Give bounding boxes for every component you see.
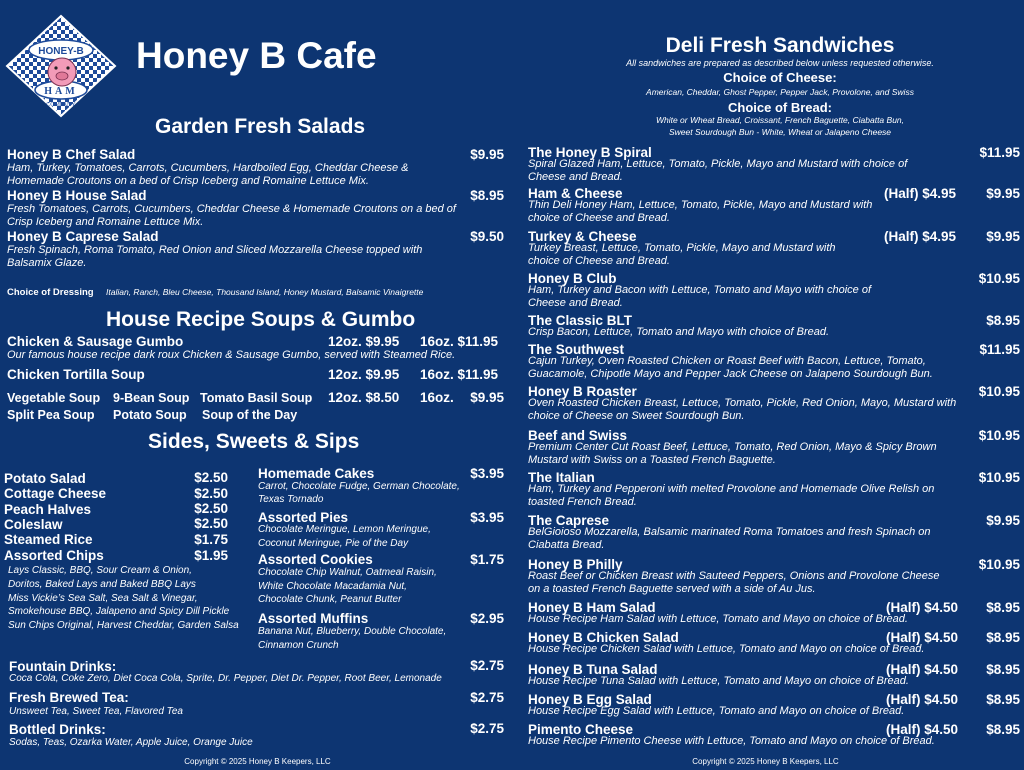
salad-desc: Fresh Tomatoes, Carrots, Cucumbers, Cheddar Cheese & Homemade Croutons on a bed of Crisp Iceberg and Romaine Lettuce Mix. [7,203,456,228]
sandwich-desc: BelGioioso Mozzarella, Balsamic marinated Roma Tomatoes and fresh Spinach on [528,526,931,538]
footer-copyright-left: Copyright © 2025 Honey B Keepers, LLC [184,757,331,766]
sandwich-price: $8.95 [986,600,1020,615]
sandwich-desc: Cajun Turkey, Oven Roasted Chicken or Roast Beef with Bacon, Lettuce, Tomato, [528,355,926,367]
sandwich-name: The Honey B Spiral [528,145,652,160]
sandwich-name: Honey B Philly [528,557,623,572]
sandwich-half-price: (Half) $4.50 [886,630,959,645]
soups-12oz-price: 12oz. $8.50 [328,390,400,405]
side-price: $2.50 [194,516,228,531]
bread-options: Sweet Sourdough Bun - White, Wheat or Jalapeno Cheese [668,127,892,137]
sandwich-desc: Ciabatta Bread. [528,539,605,551]
sweet-desc: Chocolate Chunk, Peanut Butter [258,594,402,605]
sweet-desc: Banana Nut, Blueberry, Double Chocolate, [258,626,447,637]
sweet-price: $3.95 [470,510,504,525]
dressing-label: Choice of Dressing [7,287,94,298]
sandwich-name: Turkey & Cheese [528,229,637,244]
sandwich-desc: House Recipe Chicken Salad with Lettuce, Tomato and Mayo on choice of Bread. [528,643,925,655]
sweet-name: Assorted Cookies [258,552,373,567]
side-price: $2.50 [194,501,228,516]
sandwich-desc: Cheese and Bread. [528,297,623,309]
sandwich-price: $9.95 [986,186,1020,201]
side-price: $1.75 [194,532,228,547]
drink-price: $2.75 [470,721,504,736]
chips-desc: Smokehouse BBQ, Jalapeno and Spicy Dill Pickle [8,606,230,617]
sandwich-price: $10.95 [978,271,1020,286]
tortilla-name: Chicken Tortilla Soup [7,367,145,382]
sandwich-price: $11.95 [979,342,1020,357]
footer-copyright-right: Copyright © 2025 Honey B Keepers, LLC [692,757,839,766]
sandwich-price: $8.95 [986,722,1020,737]
sandwich-name: Pimento Cheese [528,722,634,737]
drink-price: $2.75 [470,690,504,705]
logo-graphic [5,14,117,118]
tortilla-12oz-price: 12oz. $9.95 [328,367,400,382]
sandwich-name: The Southwest [528,342,625,357]
cheese-options: American, Cheddar, Ghost Pepper, Pepper Jack, Provolone, and Swiss [646,87,914,97]
sandwich-desc: House Recipe Ham Salad with Lettuce, Tomato and Mayo on choice of Bread. [528,613,908,625]
sweet-desc: Coconut Meringue, Pie of the Day [258,538,409,549]
sandwich-desc: choice of Cheese and Bread. [528,255,670,267]
side-name: Peach Halves [4,502,92,517]
sweet-desc: Texas Tornado [258,494,324,505]
sweet-name: Assorted Muffins [258,611,369,626]
salads-heading: Garden Fresh Salads [155,115,366,138]
sweet-desc: Chocolate Chip Walnut, Oatmeal Raisin, [258,567,437,578]
sandwich-price: $10.95 [978,428,1020,443]
side-price: $1.95 [194,548,228,563]
logo [5,14,117,118]
gumbo-name: Chicken & Sausage Gumbo [7,334,184,349]
sandwich-desc: Turkey Breast, Lettuce, Tomato, Pickle, Mayo and Mustard with [528,242,836,254]
svg-text:HAM: HAM [44,86,78,97]
sandwich-half-price: (Half) $4.50 [886,600,959,615]
sandwich-price: $10.95 [978,384,1020,399]
soups-16oz-price: $9.95 [470,390,504,405]
sandwich-name: Beef and Swiss [528,428,628,443]
sandwich-price: $8.95 [986,662,1020,677]
sweet-name: Assorted Pies [258,510,349,525]
soup-item: Split Pea Soup [7,408,95,422]
chips-desc: Lays Classic, BBQ, Sour Cream & Onion, [8,565,192,576]
salad-desc: Ham, Turkey, Tomatoes, Carrots, Cucumbers, Hardboiled Egg, Cheddar Cheese & Homemade Croutons on a bed of Crisp Iceberg and Romaine Lettuce Mix. [7,162,409,187]
sandwich-desc: House Recipe Pimento Cheese with Lettuce, Tomato and Mayo on choice of Bread. [528,735,935,747]
soups-16oz-label: 16oz. [420,390,454,405]
sandwich-half-price: (Half) $4.95 [884,229,957,244]
sandwich-desc: Mustard with Swiss on a Toasted French Baguette. [528,454,776,466]
sandwich-half-price: (Half) $4.50 [886,722,959,737]
sandwich-desc: Oven Roasted Chicken Breast, Lettuce, Tomato, Pickle, Red Onion, Mayo, Mustard with [528,397,957,409]
sandwich-desc: Roast Beef or Chicken Breast with Sauteed Peppers, Onions and Provolone Cheese [528,570,940,582]
sandwich-desc: Spiral Glazed Ham, Lettuce, Tomato, Pickle, Mayo and Mustard with choice of [528,158,908,170]
salad-price: $9.50 [470,229,504,244]
sandwich-name: Honey B Tuna Salad [528,662,658,677]
sandwich-price: $9.95 [986,229,1020,244]
sweet-price: $1.75 [470,552,504,567]
svg-text:HONEY-B: HONEY-B [38,46,84,57]
dressing-options: Italian, Ranch, Bleu Cheese, Thousand Island, Honey Mustard, Balsamic Vinaigrette [106,287,424,297]
gumbo-desc: Our famous house recipe dark roux Chicken & Sausage Gumbo, served with Steamed Rice. [7,349,456,361]
drink-name: Fountain Drinks: [9,659,117,674]
sandwich-desc: choice of Cheese on Sweet Sourdough Bun. [528,410,745,422]
side-name: Cottage Cheese [4,486,107,501]
sandwich-half-price: (Half) $4.50 [886,662,959,677]
sandwich-half-price: (Half) $4.50 [886,692,959,707]
sandwich-desc: toasted French Bread. [528,496,637,508]
sweet-price: $2.95 [470,611,504,626]
sandwich-desc: choice of Cheese and Bread. [528,212,670,224]
cheese-heading: Choice of Cheese: [723,70,837,85]
soups-heading: House Recipe Soups & Gumbo [106,308,416,331]
sandwich-price: $9.95 [986,513,1020,528]
sandwich-price: $8.95 [986,630,1020,645]
sandwich-price: $8.95 [986,692,1020,707]
side-name: Coleslaw [4,517,63,532]
page-title: Honey B Cafe [136,35,377,76]
sandwich-half-price: (Half) $4.95 [884,186,957,201]
sandwich-name: Ham & Cheese [528,186,623,201]
sandwich-name: Honey B Ham Salad [528,600,656,615]
bread-heading: Choice of Bread: [727,100,832,115]
salad-price: $9.95 [470,147,504,162]
soup-item: Vegetable Soup [7,391,101,405]
sandwich-price: $10.95 [978,470,1020,485]
sandwich-name: Honey B Roaster [528,384,637,399]
bread-options: White or Wheat Bread, Croissant, French Baguette, Ciabatta Bun, [655,115,905,125]
drink-name: Fresh Brewed Tea: [9,690,129,705]
chips-desc: Doritos, Baked Lays and Baked BBQ Lays [8,579,196,590]
sandwich-desc: Premium Center Cut Roast Beef, Lettuce, Tomato, Red Onion, Mayo & Spicy Brown [528,441,937,453]
gumbo-12oz-price: 12oz. $9.95 [328,334,400,349]
soup-item: 9-Bean Soup [113,391,190,405]
sandwich-name: Honey B Club [528,271,617,286]
side-price: $2.50 [194,470,228,485]
dressing-row [7,282,423,300]
sweet-desc: Cinnamon Crunch [258,640,339,651]
salad-name: Honey B House Salad [7,188,147,203]
drink-name: Bottled Drinks: [9,722,106,737]
sandwich-name: Honey B Chicken Salad [528,630,679,645]
salad-name: Honey B Chef Salad [7,147,136,162]
sandwich-desc: House Recipe Tuna Salad with Lettuce, Tomato and Mayo on choice of Bread. [528,675,909,687]
salad-desc: Fresh Spinach, Roma Tomato, Red Onion and Sliced Mozzarella Cheese topped with Balsamix Glaze. [7,244,423,269]
side-name: Assorted Chips [4,548,104,563]
chips-desc: Miss Vickie’s Sea Salt, Sea Salt & Vinegar, [8,593,198,604]
tortilla-16oz-price: 16oz. $11.95 [420,367,499,382]
sandwich-name: The Italian [528,470,595,485]
sandwich-price: $10.95 [978,557,1020,572]
soup-item: Soup of the Day [202,408,298,422]
sweet-desc: White Chocolate Macadamia Nut, [258,581,407,592]
sandwich-name: The Caprese [528,513,610,528]
salad-name: Honey B Caprese Salad [7,229,159,244]
sandwich-name: Honey B Egg Salad [528,692,652,707]
sandwiches-note: All sandwiches are prepared as described below unless requested otherwise. [626,58,934,68]
side-price: $2.50 [194,486,228,501]
drink-desc: Unsweet Tea, Sweet Tea, Flavored Tea [9,706,183,717]
side-name: Potato Salad [4,471,86,486]
drink-desc: Coca Cola, Coke Zero, Diet Coca Cola, Sprite, Dr. Pepper, Diet Dr. Pepper, Root Beer, Lemonade [9,673,442,684]
soup-item: Potato Soup [113,408,187,422]
chips-desc: Sun Chips Original, Harvest Cheddar, Garden Salsa [8,620,239,631]
sandwich-price: $11.95 [979,145,1020,160]
sweet-name: Homemade Cakes [258,466,375,481]
sandwich-price: $8.95 [986,313,1020,328]
sandwich-desc: House Recipe Egg Salad with Lettuce, Tomato and Mayo on choice of Bread. [528,705,905,717]
soup-item: Tomato Basil Soup [200,391,313,405]
sandwich-desc: Thin Deli Honey Ham, Lettuce, Tomato, Pickle, Mayo and Mustard with [528,199,873,211]
sides-heading: Sides, Sweets & Sips [148,430,360,453]
sandwich-desc: Guacamole, Chipotle Mayo and Pepper Jack Cheese on Jalapeno Sourdough Bun. [528,368,933,380]
sandwich-desc: Cheese and Bread. [528,171,623,183]
drink-price: $2.75 [470,658,504,673]
sandwich-desc: Crisp Bacon, Lettuce, Tomato and Mayo with choice of Bread. [528,326,830,338]
sandwich-name: The Classic BLT [528,313,633,328]
sweet-desc: Carrot, Chocolate Fudge, German Chocolate, [258,481,460,492]
drink-desc: Sodas, Teas, Ozarka Water, Apple Juice, Orange Juice [9,737,253,748]
sandwiches-heading: Deli Fresh Sandwiches [665,34,895,57]
sweet-price: $3.95 [470,466,504,481]
sandwich-desc: Ham, Turkey and Bacon with Lettuce, Tomato and Mayo with choice of [528,284,872,296]
sandwich-desc: on a toasted French Baguette served with a side of Au Jus. [528,583,816,595]
sweet-desc: Chocolate Meringue, Lemon Meringue, [258,524,431,535]
salad-price: $8.95 [470,188,504,203]
sandwich-desc: Ham, Turkey and Pepperoni with melted Provolone and Homemade Olive Relish on [528,483,935,495]
gumbo-16oz-price: 16oz. $11.95 [420,334,499,349]
side-name: Steamed Rice [4,532,93,547]
svg-text:COMPANY: COMPANY [46,102,76,108]
